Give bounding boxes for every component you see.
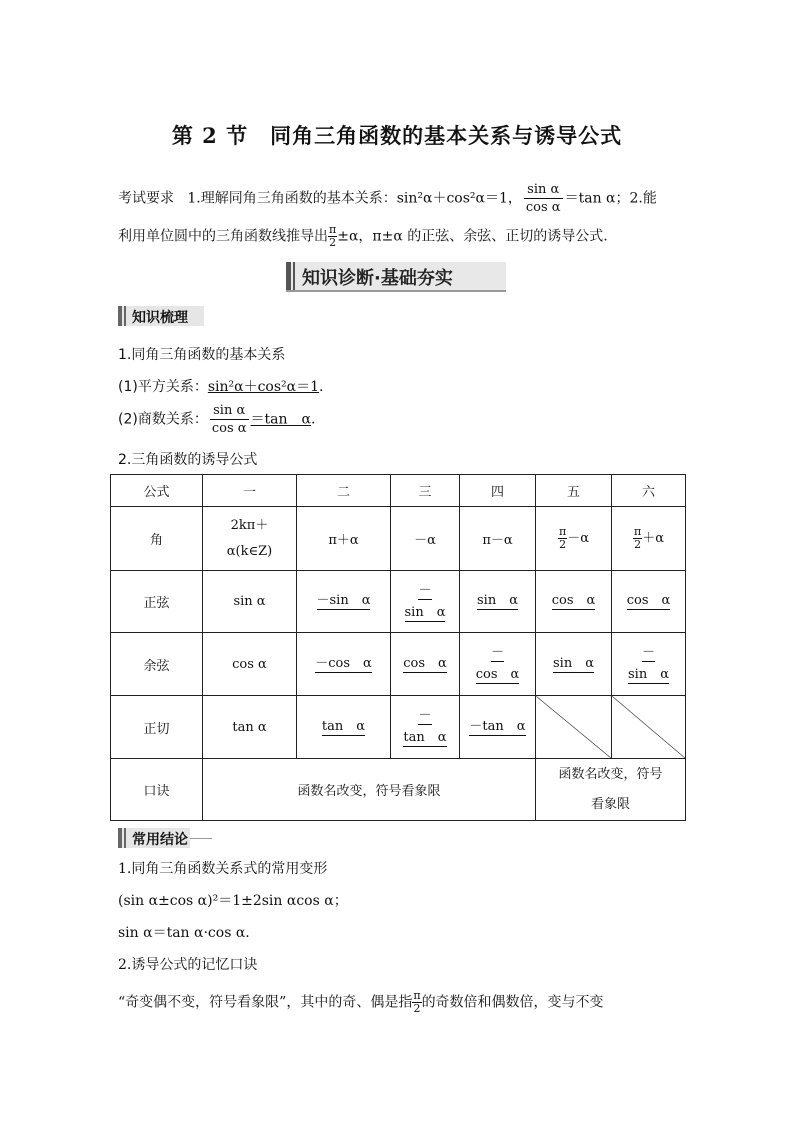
conclusion-heading-1: 1.同角三角函数关系式的常用变形 xyxy=(118,861,328,877)
angle-1: 2kπ＋ α(k∈Z) xyxy=(203,507,297,571)
conclusion-line-3: “奇变偶不变，符号看象限”，其中的奇、偶是指 $\frac{\pi}{2}$ 的奇数倍和偶数倍，变与不变 xyxy=(118,989,604,1015)
table-row-cosine xyxy=(111,633,686,696)
subheading-induction-formulas: 2.三角函数的诱导公式 xyxy=(118,452,258,468)
section-header-knowledge-label: 知识梳理 xyxy=(132,310,188,326)
cosine-3: cos α xyxy=(391,633,460,696)
table-row-angle xyxy=(111,507,686,571)
conclusion-line-1: (sin α±cos α)²＝1±2sin αcos α； xyxy=(118,893,348,909)
pi-over-2-fraction-2: $\frac{\pi}{2}$ xyxy=(413,989,421,1015)
exam-requirement-line1 xyxy=(118,181,657,216)
table-row-sine xyxy=(111,571,686,633)
tangent-4: －tan α xyxy=(460,696,536,759)
mnemonic-b: 函数名改变，符号 看象限 xyxy=(536,759,686,821)
conclusion-heading-2: 2.诱导公式的记忆口诀 xyxy=(118,957,258,973)
table-row-mnemonic xyxy=(111,759,686,821)
tangent-5-empty xyxy=(536,696,612,759)
header-5: 五 xyxy=(536,475,612,507)
tangent-3: － tan α xyxy=(391,696,460,759)
row-label-cosine: 余弦 xyxy=(111,633,203,696)
header-3: 三 xyxy=(391,475,460,507)
quotient-value: ＝tan α xyxy=(250,411,311,428)
square-relation-value: sin²α＋cos²α＝1 xyxy=(207,379,320,395)
quotient-relation: (2)商数关系： $\frac{\text{sin α}}{\text{cos α}}$ ＝tan α. xyxy=(118,403,316,436)
angle-6: $\frac{\pi}{2}$ ＋α xyxy=(612,507,686,571)
cosine-1: cos α xyxy=(203,633,297,696)
requirement-text1: 1.理解同角三角函数的基本关系：sin²α＋cos²α＝1， xyxy=(187,190,522,207)
requirement-fraction: $\frac{\text{sin α}}{\text{cos α}}$ xyxy=(525,182,561,215)
angle-5: $\frac{\pi}{2}$ －α xyxy=(536,507,612,571)
cosine-5: sin α xyxy=(536,633,612,696)
angle-2: π＋α xyxy=(297,507,391,571)
sine-1: sin α xyxy=(203,571,297,633)
pi-over-2-fraction: $\frac{\pi}{2}$ xyxy=(329,223,337,249)
requirement-line2-b: ±α，π±α 的正弦、余弦、正切的诱导公式. xyxy=(337,228,608,245)
cosine-4: － cos α xyxy=(460,633,536,696)
section-header-conclusions xyxy=(118,828,190,848)
table-header-row xyxy=(111,475,686,507)
table-row-tangent xyxy=(111,696,686,759)
exam-requirement-line2 xyxy=(118,224,608,249)
cosine-2: －cos α xyxy=(297,633,391,696)
square-relation-label: (1)平方关系： xyxy=(118,379,208,395)
square-relation: (1)平方关系：sin²α＋cos²α＝1. xyxy=(118,379,324,395)
cosine-6: － sin α xyxy=(612,633,686,696)
angle-3: －α xyxy=(391,507,460,571)
sine-5: cos α xyxy=(536,571,612,633)
sine-3: － sin α xyxy=(391,571,460,633)
section-header-conclusions-label: 常用结论 xyxy=(132,832,188,848)
header-2: 二 xyxy=(297,475,391,507)
section-banner xyxy=(286,262,506,292)
row-label-sine: 正弦 xyxy=(111,571,203,633)
header-4: 四 xyxy=(460,475,536,507)
header-formula: 公式 xyxy=(111,475,203,507)
row-label-angle: 角 xyxy=(111,507,203,571)
sine-4: sin α xyxy=(460,571,536,633)
tangent-1: tan α xyxy=(203,696,297,759)
induction-formula-table xyxy=(110,474,686,821)
subheading-basic-relations: 1.同角三角函数的基本关系 xyxy=(118,347,286,363)
header-6: 六 xyxy=(612,475,686,507)
header-1: 一 xyxy=(203,475,297,507)
page-title: 第 2 节 同角三角函数的基本关系与诱导公式 xyxy=(171,123,623,148)
mnemonic-a: 函数名改变，符号看象限 xyxy=(203,759,536,821)
sine-6: cos α xyxy=(612,571,686,633)
row-label-tangent: 正切 xyxy=(111,696,203,759)
requirement-line2-a: 利用单位圆中的三角函数线推导出 xyxy=(118,228,328,245)
sine-2: －sin α xyxy=(297,571,391,633)
banner-title: 知识诊断·基础夯实 xyxy=(302,268,453,289)
conclusion-line-2: sin α＝tan α·cos α. xyxy=(118,925,250,941)
angle-4: π－α xyxy=(460,507,536,571)
row-label-mnemonic: 口诀 xyxy=(111,759,203,821)
quotient-fraction: $\frac{\text{sin α}}{\text{cos α}}$ xyxy=(211,403,247,436)
requirement-label: 考试要求 xyxy=(118,190,174,207)
quotient-relation-label: (2)商数关系： xyxy=(118,411,208,428)
tangent-6-empty xyxy=(612,696,686,759)
tangent-2: tan α xyxy=(297,696,391,759)
requirement-text2: ＝tan α；2.能 xyxy=(564,190,657,207)
section-header-knowledge xyxy=(118,306,204,326)
